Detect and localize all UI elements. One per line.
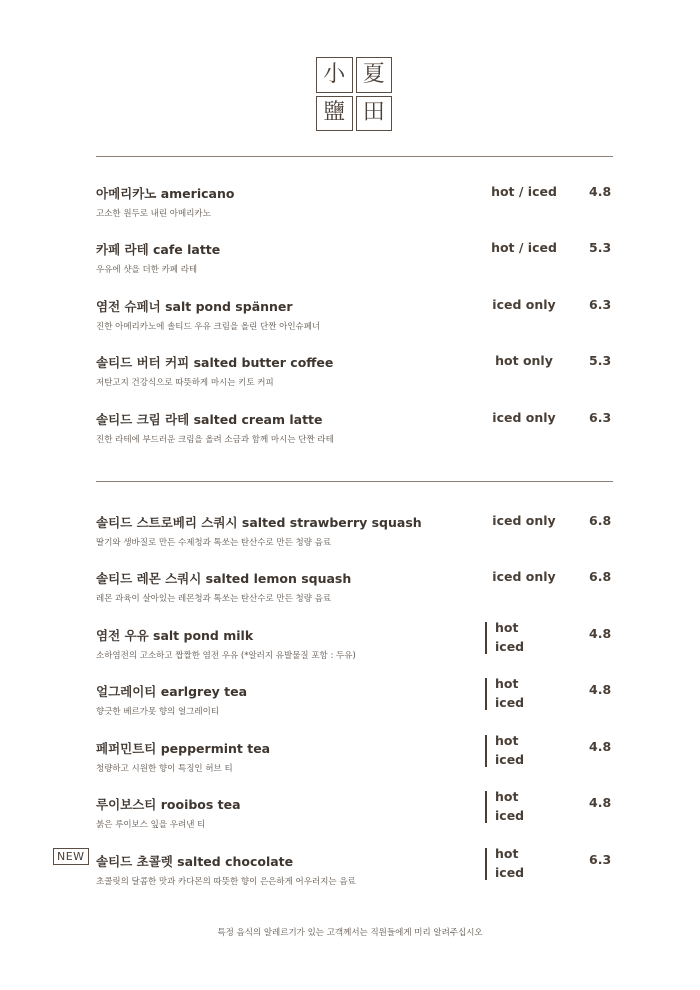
item-name: 아메리카노 americano [96, 186, 235, 201]
item-price: 6.3 [589, 852, 612, 867]
menu-item [96, 676, 616, 726]
item-price: 4.8 [589, 184, 612, 199]
item-name: 염전 슈페너 salt pond spänner [96, 299, 293, 314]
temperature-bar [485, 678, 487, 710]
item-temperature: hot only [495, 353, 553, 368]
item-temperature: iced only [492, 297, 556, 312]
item-name: 염전 우유 salt pond milk [96, 628, 254, 643]
logo-char: 小 [316, 57, 353, 93]
menu-item [96, 240, 616, 284]
item-description: 청량하고 시원한 향이 특징인 허브 티 [96, 764, 233, 774]
item-price: 6.8 [589, 569, 612, 584]
item-name: 루이보스티 rooibos tea [96, 797, 241, 812]
divider-top [96, 156, 613, 157]
item-name: 카페 라테 cafe latte [96, 242, 221, 257]
item-price: 4.8 [589, 795, 612, 810]
item-description: 우유에 샷을 더한 카페 라테 [96, 265, 198, 275]
item-description: 초콜릿의 달콤한 맛과 카다몬의 따뜻한 향이 은은하게 어우러지는 음료 [96, 877, 356, 887]
menu-item [96, 620, 616, 670]
item-name: 솔티드 크림 라테 salted cream latte [96, 412, 323, 427]
item-name: 솔티드 버터 커피 salted butter coffee [96, 355, 334, 370]
item-description: 소하염전의 고소하고 짭짤한 염전 우유 (*알러지 유발물질 포함 : 두유) [96, 651, 356, 661]
temperature-bar [485, 735, 487, 767]
temperature-options [485, 733, 545, 769]
temperature-bar [485, 848, 487, 880]
item-description: 레몬 과육이 살아있는 레몬청과 톡쏘는 탄산수로 만든 청량 음료 [96, 594, 332, 604]
logo-char: 鹽 [316, 96, 353, 132]
brand-logo [316, 57, 392, 131]
temperature-iced: iced [495, 752, 525, 767]
logo-char: 田 [356, 96, 393, 132]
new-badge: NEW [53, 848, 89, 865]
temperature-iced: iced [495, 695, 525, 710]
menu-item [96, 353, 616, 397]
item-price: 5.3 [589, 353, 612, 368]
temperature-hot: hot [495, 733, 519, 748]
temperature-hot: hot [495, 676, 519, 691]
item-description: 고소한 원두로 내린 아메리카노 [96, 209, 211, 219]
item-price: 4.8 [589, 626, 612, 641]
menu-item [57, 846, 616, 896]
temperature-options [485, 620, 545, 656]
temperature-bar [485, 791, 487, 823]
temperature-iced: iced [495, 639, 525, 654]
menu-item [96, 184, 616, 228]
item-description: 향긋한 베르가못 향의 얼그레이티 [96, 707, 220, 717]
item-description: 딸기와 생바질로 만든 수제청과 톡쏘는 탄산수로 만든 청량 음료 [96, 538, 332, 548]
item-description: 진한 라테에 부드러운 크림을 올려 소금과 함께 마시는 단짠 라테 [96, 435, 334, 445]
item-price: 4.8 [589, 682, 612, 697]
temperature-options [485, 846, 545, 882]
item-description: 저탄고지 건강식으로 따뜻하게 마시는 키토 커피 [96, 378, 274, 388]
item-temperature: iced only [492, 569, 556, 584]
temperature-iced: iced [495, 808, 525, 823]
temperature-options [485, 789, 545, 825]
logo-char: 夏 [356, 57, 393, 93]
item-price: 5.3 [589, 240, 612, 255]
item-temperature: hot / iced [491, 240, 557, 255]
item-price: 6.3 [589, 410, 612, 425]
item-description: 진한 아메리카노에 솔티드 우유 크림을 올린 단짠 아인슈페너 [96, 322, 321, 332]
temperature-hot: hot [495, 789, 519, 804]
item-name: 솔티드 스트로베리 스쿼시 salted strawberry squash [96, 515, 422, 530]
temperature-hot: hot [495, 620, 519, 635]
item-temperature: iced only [492, 513, 556, 528]
temperature-bar [485, 622, 487, 654]
divider-middle [96, 481, 613, 482]
menu-item [96, 789, 616, 839]
menu-item [96, 569, 616, 613]
item-name: 페퍼민트티 peppermint tea [96, 741, 271, 756]
item-temperature: hot / iced [491, 184, 557, 199]
item-description: 붉은 루이보스 잎을 우려낸 티 [96, 820, 206, 830]
item-price: 4.8 [589, 739, 612, 754]
temperature-options [485, 676, 545, 712]
temperature-iced: iced [495, 865, 525, 880]
item-name: 얼그레이티 earlgrey tea [96, 684, 248, 699]
item-price: 6.3 [589, 297, 612, 312]
menu-item [96, 297, 616, 341]
allergy-notice: 특정 음식의 알레르기가 있는 고객께서는 직원들에게 미리 알려주십시오 [217, 928, 483, 938]
item-name: 솔티드 레몬 스쿼시 salted lemon squash [96, 571, 352, 586]
temperature-hot: hot [495, 846, 519, 861]
menu-item [96, 513, 616, 557]
item-name: 솔티드 초콜렛 salted chocolate [96, 854, 294, 869]
item-price: 6.8 [589, 513, 612, 528]
item-temperature: iced only [492, 410, 556, 425]
menu-item [96, 733, 616, 783]
menu-item [96, 410, 616, 454]
